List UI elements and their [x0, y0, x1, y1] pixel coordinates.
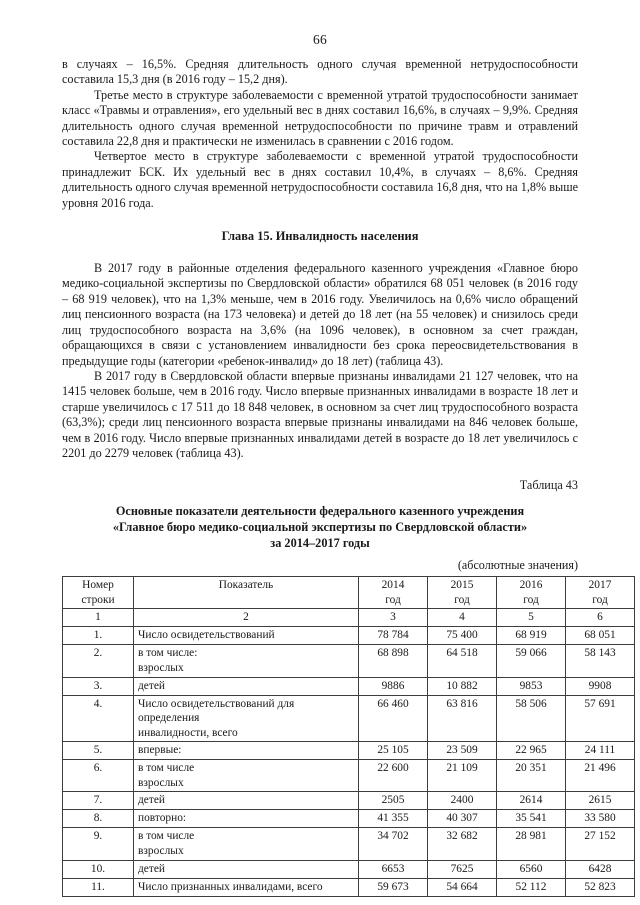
row-number: 11. — [63, 878, 134, 896]
row-value-2014: 68 898 — [359, 645, 428, 677]
row-value-2017: 33 580 — [566, 810, 635, 828]
row-value-2015: 75 400 — [428, 627, 497, 645]
chapter-heading: Глава 15. Инвалидность населения — [221, 229, 419, 244]
row-indicator-line-2: инвалидности, всего — [138, 726, 238, 739]
row-indicator-line-1: в том числе — [138, 762, 195, 775]
header-year-2016 — [497, 577, 566, 609]
paragraph-1: в случаях – 16,5%. Средняя длительность одного случая временной нетрудоспособности составила 15,3 дня (в 2016 году – 15,2 дня). — [62, 57, 578, 87]
header-year-2017-value: 2017 — [588, 579, 612, 592]
row-indicator-line-1: в том числе — [138, 830, 195, 843]
table-units-note: (абсолютные значения) — [457, 558, 578, 573]
row-value-2017: 6428 — [566, 860, 635, 878]
row-value-2017: 52 823 — [566, 878, 635, 896]
row-value-2016: 35 541 — [497, 810, 566, 828]
row-value-2016: 6560 — [497, 860, 566, 878]
table-row — [63, 695, 635, 742]
row-indicator-line-1: Число освидетельствований — [138, 629, 275, 642]
table-row — [63, 627, 635, 645]
row-indicator — [134, 828, 359, 860]
row-indicator — [134, 742, 359, 760]
row-value-2017: 58 143 — [566, 645, 635, 677]
table-row — [63, 828, 635, 860]
row-value-2015: 21 109 — [428, 760, 497, 792]
row-value-2017: 68 051 — [566, 627, 635, 645]
row-indicator — [134, 792, 359, 810]
table-row — [63, 878, 635, 896]
header-year-2015 — [428, 577, 497, 609]
header-year-2014-value: 2014 — [381, 579, 405, 592]
table-row — [63, 645, 635, 677]
row-indicator-line-1: повторно: — [138, 812, 187, 825]
row-indicator-line-1: детей — [138, 679, 165, 692]
row-number: 7. — [63, 792, 134, 810]
table-row — [63, 860, 635, 878]
table-row — [63, 677, 635, 695]
header-year-2017-unit: год — [592, 593, 608, 606]
row-value-2014: 78 784 — [359, 627, 428, 645]
chapter-paragraph-2: В 2017 году в Свердловской области впервые признаны инвалидами 21 127 человек, что на 1415 человек больше, чем в 2016 году. Число впервые признанных инвалидами в возрасте 18 лет и старше увеличилось с 17 511 до 18 848 человек, в основном за счет лиц трудоспособного возраста (63,3%); среди лиц пенсионного возраста впервые признаны инвалидами на 846 человек больше, чем в 2016 году. Число впервые признанных инвалидами детей в возрасте до 18 лет увеличилось с 2201 до 2279 человек (таблица 43). — [62, 368, 578, 460]
row-value-2014: 34 702 — [359, 828, 428, 860]
row-indicator — [134, 677, 359, 695]
row-indicator — [134, 860, 359, 878]
header-year-2015-value: 2015 — [450, 579, 474, 592]
table-column-number-row — [63, 609, 635, 627]
header-year-2014 — [359, 577, 428, 609]
column-number-6: 6 — [566, 609, 635, 627]
table-title-line-1: Основные показатели деятельности федерального казенного учреждения — [115, 504, 525, 519]
row-number: 8. — [63, 810, 134, 828]
row-number: 9. — [63, 828, 134, 860]
header-year-2014-unit: год — [385, 593, 401, 606]
row-value-2014: 59 673 — [359, 878, 428, 896]
table-header-row — [63, 577, 635, 609]
row-number: 5. — [63, 742, 134, 760]
row-indicator — [134, 878, 359, 896]
row-value-2015: 63 816 — [428, 695, 497, 742]
row-value-2016: 2614 — [497, 792, 566, 810]
row-value-2016: 59 066 — [497, 645, 566, 677]
header-row-number-line-2: строки — [81, 593, 115, 606]
table-row — [63, 760, 635, 792]
row-indicator — [134, 645, 359, 677]
header-row-number-line-1: Номер — [82, 579, 114, 592]
table-row — [63, 742, 635, 760]
row-value-2015: 10 882 — [428, 677, 497, 695]
row-number: 6. — [63, 760, 134, 792]
header-year-2015-unit: год — [454, 593, 470, 606]
row-value-2017: 21 496 — [566, 760, 635, 792]
row-value-2015: 32 682 — [428, 828, 497, 860]
column-number-4: 4 — [428, 609, 497, 627]
row-value-2016: 28 981 — [497, 828, 566, 860]
header-year-2016-unit: год — [523, 593, 539, 606]
row-value-2016: 52 112 — [497, 878, 566, 896]
table-title-line-3: за 2014–2017 годы — [270, 535, 370, 550]
row-indicator-line-2: взрослых — [138, 661, 184, 674]
row-value-2017: 27 152 — [566, 828, 635, 860]
row-value-2015: 40 307 — [428, 810, 497, 828]
header-row-number — [63, 577, 134, 609]
row-indicator-line-1: детей — [138, 862, 165, 875]
header-year-2016-value: 2016 — [519, 579, 543, 592]
page-number: 66 — [313, 32, 327, 47]
table-label: Таблица 43 — [519, 478, 578, 493]
row-indicator-line-1: Число признанных инвалидами, всего — [138, 880, 323, 893]
paragraph-2: Третье место в структуре заболеваемости с временной утратой трудоспособности занимает класс «Травмы и отравления», его удельный вес в днях составил 16,6%, в случаях – 9,9%. Средняя длительность одного случая временной нетрудоспособности по причине травм и отравлений составила 22,8 дня и практически не изменилась в сравнении с 2016 годом. — [62, 87, 578, 149]
column-number-1: 1 — [63, 609, 134, 627]
row-value-2015: 2400 — [428, 792, 497, 810]
row-value-2014: 9886 — [359, 677, 428, 695]
paragraph-3: Четвертое место в структуре заболеваемости с временной утратой трудоспособности принадлежит БСК. Их удельный вес в днях составил 10,4%, в случаях – 8,6%. Средняя длительность одного случая временной нетрудоспособности составила 16,8 дня, что на 1,8% выше уровня 2016 года. — [62, 149, 578, 210]
table-row — [63, 792, 635, 810]
row-value-2016: 58 506 — [497, 695, 566, 742]
row-indicator — [134, 695, 359, 742]
row-value-2014: 22 600 — [359, 760, 428, 792]
row-value-2016: 22 965 — [497, 742, 566, 760]
row-value-2017: 24 111 — [566, 742, 635, 760]
row-value-2014: 2505 — [359, 792, 428, 810]
row-value-2015: 7625 — [428, 860, 497, 878]
row-value-2017: 57 691 — [566, 695, 635, 742]
row-indicator-line-1: Число освидетельствований для определения — [138, 697, 295, 725]
row-number: 2. — [63, 645, 134, 677]
row-number: 1. — [63, 627, 134, 645]
row-value-2017: 2615 — [566, 792, 635, 810]
column-number-2: 2 — [134, 609, 359, 627]
row-indicator-line-2: взрослых — [138, 776, 184, 789]
row-value-2016: 9853 — [497, 677, 566, 695]
row-indicator — [134, 627, 359, 645]
chapter-paragraph-1: В 2017 году в районные отделения федерального казенного учреждения «Главное бюро медико-социальной экспертизы по Свердловской области» обратился 68 051 человек (в 2016 году – 68 919 человек), что на 1,3% меньше, чем в 2016 году. Увеличилось на 0,6% число обращений лиц пенсионного возраста (на 173 человека) и детей до 18 лет (на 55 человек) и снизилось среди лиц трудоспособного возраста на 3,6% (на 1096 человек), в основном за счет граждан, обращающихся в связи с установлением инвалидности без срока переосвидетельствования в предыдущие годы (категории «ребенок-инвалид» до 18 лет) (таблица 43). — [62, 261, 578, 368]
header-indicator: Показатель — [134, 577, 359, 609]
row-number: 4. — [63, 695, 134, 742]
table-title-line-2: «Главное бюро медико-социальной экспертизы по Свердловской области» — [112, 519, 528, 534]
row-value-2014: 6653 — [359, 860, 428, 878]
row-number: 3. — [63, 677, 134, 695]
row-value-2016: 20 351 — [497, 760, 566, 792]
indicators-table — [62, 576, 635, 897]
row-value-2014: 66 460 — [359, 695, 428, 742]
row-value-2014: 41 355 — [359, 810, 428, 828]
table-row — [63, 810, 635, 828]
row-value-2014: 25 105 — [359, 742, 428, 760]
table-title — [62, 493, 578, 551]
row-indicator-line-1: детей — [138, 794, 165, 807]
row-indicator-line-1: в том числе: — [138, 647, 198, 660]
column-number-3: 3 — [359, 609, 428, 627]
row-value-2015: 64 518 — [428, 645, 497, 677]
row-value-2017: 9908 — [566, 677, 635, 695]
row-value-2015: 23 509 — [428, 742, 497, 760]
row-value-2016: 68 919 — [497, 627, 566, 645]
row-value-2015: 54 664 — [428, 878, 497, 896]
row-indicator — [134, 810, 359, 828]
row-number: 10. — [63, 860, 134, 878]
row-indicator-line-2: взрослых — [138, 845, 184, 858]
row-indicator-line-1: впервые: — [138, 744, 182, 757]
column-number-5: 5 — [497, 609, 566, 627]
row-indicator — [134, 760, 359, 792]
header-year-2017 — [566, 577, 635, 609]
